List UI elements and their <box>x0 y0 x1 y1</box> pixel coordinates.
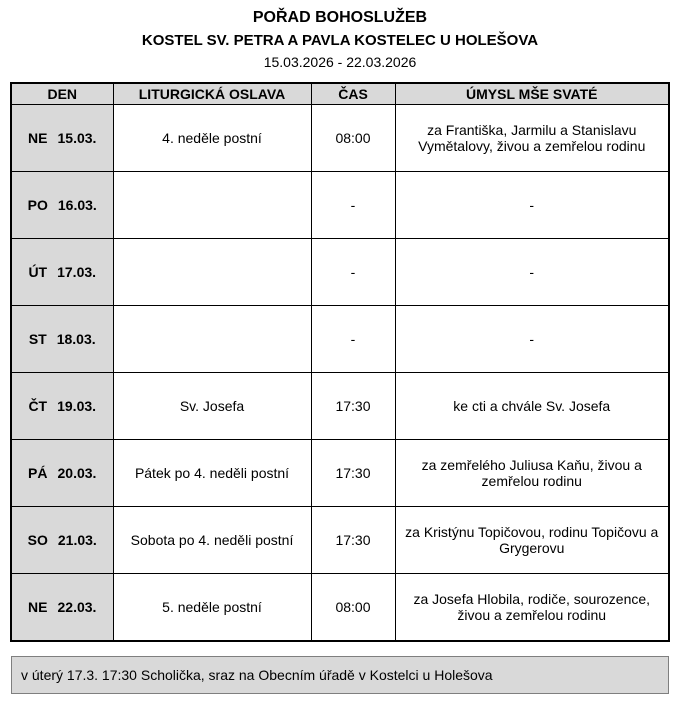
table-row <box>11 306 669 373</box>
celebration-cell <box>113 172 311 239</box>
day-date: 20.03. <box>57 465 97 482</box>
table-row <box>11 105 669 172</box>
announcement-bar <box>11 656 669 694</box>
intention-cell: za Josefa Hlobila, rodiče, sourozence, živou a zemřelou rodinu <box>395 574 669 641</box>
intention-cell: za Františka, Jarmilu a Stanislavu Vymětalovy, živou a zemřelou rodinu <box>395 105 669 172</box>
time-cell: - <box>311 172 395 239</box>
day-cell <box>11 105 113 172</box>
intention-cell: - <box>395 172 669 239</box>
table-row <box>11 239 669 306</box>
intention-cell: ke cti a chvále Sv. Josefa <box>395 373 669 440</box>
page-title: POŘAD BOHOSLUŽEB <box>252 9 428 26</box>
column-header-umysl: ÚMYSL MŠE SVATÉ <box>395 83 669 105</box>
time-cell: 08:00 <box>311 574 395 641</box>
announcement-text: v úterý 17.3. 17:30 Scholička, sraz na Obecním úřadě v Kostelci u Holešova <box>21 666 493 683</box>
celebration-cell: 4. neděle postní <box>113 105 311 172</box>
celebration-cell: 5. neděle postní <box>113 574 311 641</box>
day-cell <box>11 373 113 440</box>
day-cell <box>11 306 113 373</box>
time-cell: - <box>311 306 395 373</box>
day-abbreviation: ČT <box>28 398 48 415</box>
document-header <box>0 8 680 70</box>
day-abbreviation: PO <box>27 197 48 214</box>
time-cell: 17:30 <box>311 507 395 574</box>
day-date: 16.03. <box>57 197 97 214</box>
intention-cell: za Kristýnu Topičovou, rodinu Topičovu a Grygerovu <box>395 507 669 574</box>
day-date: 17.03. <box>57 264 97 281</box>
date-range: 15.03.2026 - 22.03.2026 <box>263 54 417 71</box>
time-cell: 17:30 <box>311 373 395 440</box>
column-header-den: DEN <box>11 83 113 105</box>
table-row <box>11 507 669 574</box>
day-date: 18.03. <box>56 331 96 348</box>
intention-cell: - <box>395 239 669 306</box>
day-cell <box>11 172 113 239</box>
day-abbreviation: PÁ <box>28 465 48 482</box>
time-cell: 17:30 <box>311 440 395 507</box>
intention-cell: za zemřelého Juliusa Kaňu, živou a zemřelou rodinu <box>395 440 669 507</box>
time-cell: - <box>311 239 395 306</box>
celebration-cell <box>113 306 311 373</box>
day-date: 22.03. <box>57 599 97 616</box>
schedule-table <box>10 82 670 642</box>
day-date: 19.03. <box>57 398 97 415</box>
celebration-cell: Sv. Josefa <box>113 373 311 440</box>
table-row <box>11 172 669 239</box>
day-abbreviation: NE <box>28 130 48 147</box>
table-row <box>11 574 669 641</box>
column-header-cas: ČAS <box>311 83 395 105</box>
time-cell: 08:00 <box>311 105 395 172</box>
day-abbreviation: NE <box>28 599 48 616</box>
day-cell <box>11 507 113 574</box>
column-header-liturgicka-oslava: LITURGICKÁ OSLAVA <box>113 83 311 105</box>
table-row <box>11 373 669 440</box>
celebration-cell: Pátek po 4. neděli postní <box>113 440 311 507</box>
table-row <box>11 440 669 507</box>
day-cell <box>11 574 113 641</box>
day-abbreviation: SO <box>27 532 48 549</box>
church-name: KOSTEL SV. PETRA A PAVLA KOSTELEC U HOLEŠOVA <box>141 31 539 49</box>
table-header-row <box>11 83 669 105</box>
day-date: 15.03. <box>57 130 97 147</box>
day-cell <box>11 440 113 507</box>
celebration-cell <box>113 239 311 306</box>
day-abbreviation: ST <box>28 331 47 348</box>
day-abbreviation: ÚT <box>28 264 48 281</box>
intention-cell: - <box>395 306 669 373</box>
celebration-cell: Sobota po 4. neděli postní <box>113 507 311 574</box>
day-date: 21.03. <box>57 532 97 549</box>
day-cell <box>11 239 113 306</box>
